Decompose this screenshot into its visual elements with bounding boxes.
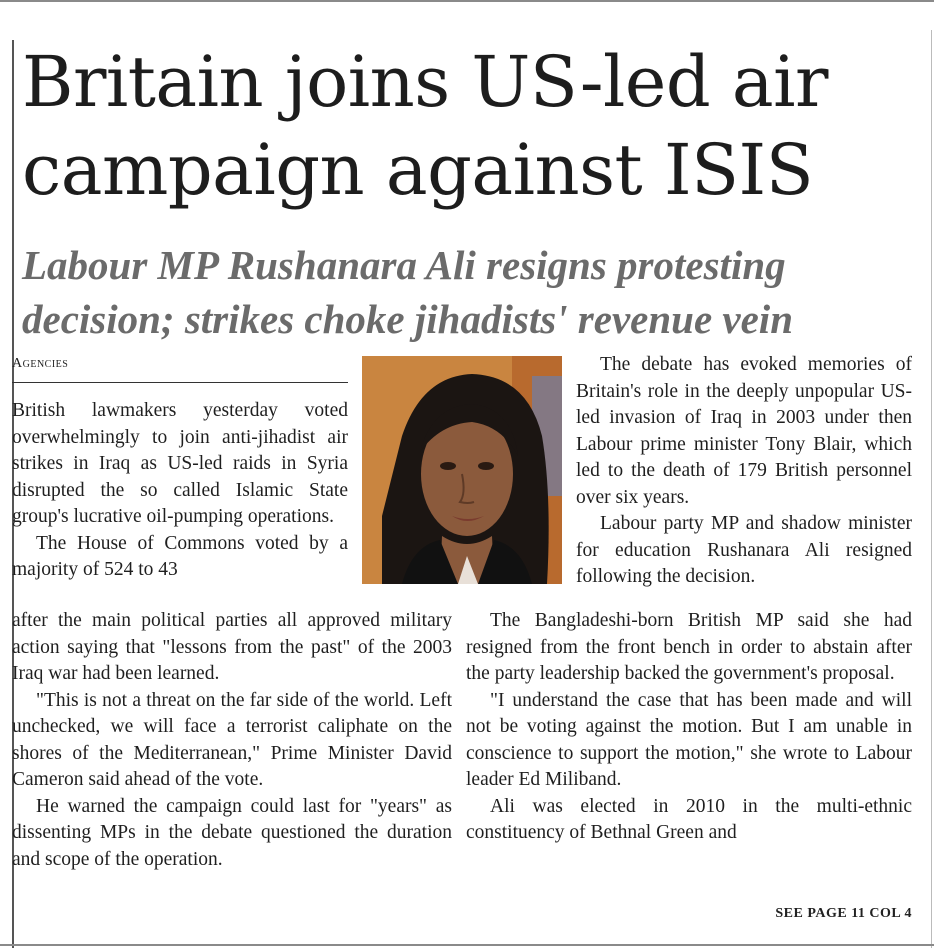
paragraph: The Bangladeshi-born British MP said she had resigned from the front bench in order to abstain after the party leadership backed the government's proposal. [466,610,912,684]
paragraph: "I understand the case that has been made and will not be voting against the motion. But I am unable in conscience to support the motion," she wrote to Labour leader Ed Miliband. [466,689,912,790]
bottom-rule [0,944,934,946]
paragraph: "This is not a threat on the far side of the world. Left unchecked, we will face a terrorist caliphate on the shores of the Mediterranean," Prime Minister David Cameron said ahead of the vote. [12,689,452,790]
continuation-line: SEE PAGE 11 COL 4 [775,906,912,921]
paragraph: British lawmakers yesterday voted overwhelmingly to join anti-jihadist air strikes in Iraq as US-led raids in Syria disrupted the so called Islamic State group's lucrative oil-pumping operations. [12,400,348,527]
paragraph: Ali was elected in 2010 in the multi-ethnic constituency of Bethnal Green and [466,795,912,843]
top-rule [0,0,934,2]
paragraph: The debate has evoked memories of Britain's role in the deeply unpopular US-led invasion of Iraq in 2003 under then Labour prime minister Tony Blair, which led to the death of 179 British personnel over six years. [576,354,912,508]
right-edge-rule [931,30,932,948]
portrait-photo [362,356,562,584]
column-2-top [576,352,912,591]
paragraph: He warned the campaign could last for "years" as dissenting MPs in the debate questioned the duration and scope of the operation. [12,795,452,870]
column-2-wide [466,608,912,847]
byline-rule [12,382,348,383]
paragraph: The House of Commons voted by a majority of 524 to 43 [12,532,348,580]
paragraph: after the main political parties all approved military action saying that "lessons from the past" of the 2003 Iraq war had been learned. [12,610,452,684]
paragraph: Labour party MP and shadow minister for education Rushanara Ali resigned following the decision. [576,513,912,587]
column-1-top [12,398,348,584]
byline: Agencies [12,356,69,371]
headline: Britain joins US-led air campaign against ISIS [22,41,828,211]
column-1-wide [12,608,452,873]
subheadline: Labour MP Rushanara Ali resigns protesting decision; strikes choke jihadists' revenue vein [22,242,793,342]
